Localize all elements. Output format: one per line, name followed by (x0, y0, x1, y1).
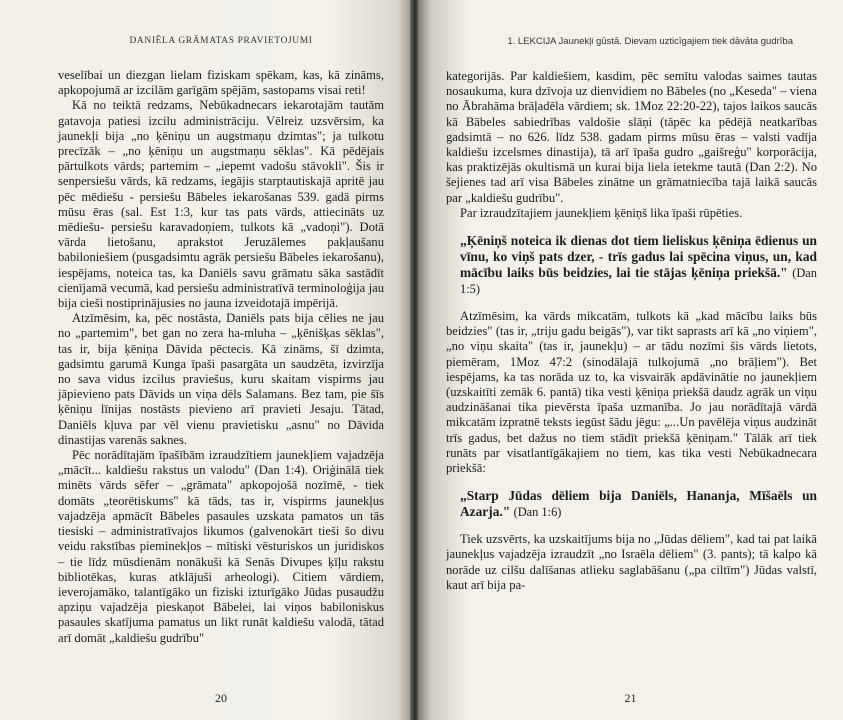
left-paragraph-3: Atzīmēsim, ka, pēc nostāsta, Daniēls pats bija cēlies ne jau no „partemim", bet gan no zera ha-mluha – „ķēnišķas sēklas", tas ir, bija ķēniņa Dāvida pēctecis. Kā zināms, šī dzimta, gadsimtu garumā Kunga īpaši pasargāta un saudzēta, izvirzīja no sava vidus izcilus praviešus, kuru skaitam vispirms jau jāpievieno pats Dāvids un viņa dēls Salamans. Bez tam, pie šīs ķēniņu līnijas nostāsts pievieno arī pravieti Jesaju. Tātad, Daniēls kļuva par vēl vienu pravietisku „asnu" no Dāvida dinastijas varenās saknes. (58, 311, 384, 447)
right-paragraph-2: Par izraudzītajiem jaunekļiem ķēniņš lika īpaši rūpēties. (460, 205, 743, 220)
page-number-right: 21 (624, 691, 637, 705)
quote-reference: (Dan 1:5) (460, 266, 817, 297)
quote-reference: (Dan 1:6) (513, 505, 562, 520)
running-head-right: 1. LEKCIJA Jaunekļi gūstā. Dievam uzticīgajiem tiek dāvāta gudrība (507, 36, 793, 47)
right-paragraph-1: kategorijās. Par kaldiešiem, kasdim, pēc semītu valodas saimes tautas nosaukuma, kura dzīvoja uz dienvidiem no Bābeles (no „Keseda" – viena no Ābrahāma brāļadēla vārdiem; sk. 1Moz 22:20-22), tajos laikos saucās kā Bābeles sabiedrības valdošie slāņi (tāpēc ka pēdējā neatkarības gadsimtā – no 626. līdz 538. gadam pirms mūsu ēras – valsti vadīja kaldiešu izcelsmes dinastija), tā arī īpaša gudro „gaišreģu" korporācija, kas praktizējās okultismā un kurai bija liela ietekme tautā (Dan 2:2). No šejienes tad arī visa Bābeles zinātne un grāmatniecība tajā laikā saucās par „kaldiešu gudrību". (446, 69, 817, 205)
left-page (0, 0, 414, 720)
left-paragraph-4: Pēc norādītajām īpašībām izraudzītiem jaunekļiem vajadzēja „mācīt... kaldiešu rakstus un valodu" (Dan 1:4). Oriģinālā tiek minēts vārds sēfer – „grāmata" apkopojošā nozīmē, - tiek domāts „teorētiskums" kā tāds, tas ir, vispirms jaunekļus vajadzēja apmācīt Bābeles pasaules uzskata pamatos un tās tiesiski – administratīvajos likumos (galvenokārt tieši šo divu veidu rakstības pieminekļos – mītiski vēsturiskos un juridiskos – tie līdz mūsdienām nonākuši kā Senās Divupes ķīļu rakstu bibliotēkas, kuras atklājuši arheologi). Citiem vārdiem, ieverojamāko, talantīgāko un fiziski izturīgāko Jūdas pusaudžu apziņu vajadzēja pieskaņot Bābelei, lai viņos babiloniskus pasaules skatījuma pamatus un likt runāt kaldiešu valodā, tātad arī domāt „kaldiešu gudrību" (58, 448, 384, 645)
left-page-body (58, 68, 384, 646)
right-page (418, 0, 843, 720)
quote-text: „Starp Jūdas dēliem bija Daniēls, Hananja, Mīšaēls un Azarja." (460, 488, 817, 520)
quote-text: „Ķēniņš noteica ik dienas dot tiem lieliskus ķēniņa ēdienus un vīnu, ko viņš pats dzer, - trīs gadus lai spēcina viņus, un, kad mācību laiks būs beidzies, lai tie stājas ķēniņa priekšā." (460, 233, 817, 281)
right-page-body (446, 69, 817, 593)
right-paragraph-4: Tiek uzsvērts, ka uzskaitījums bija no „Jūdas dēliem", kad tai pat laikā jaunekļus vajadzēja izraudzīt „no Israēla dēliem" (3. pants); tā kalpo kā norāde uz cilšu dalīšanas atlieku saglabāšanu („pa ciltīm") Jūdas valstī, kaut arī bija pa- (446, 532, 817, 592)
scripture-quote-dan-1-5 (460, 233, 817, 297)
scripture-quote-dan-1-6 (460, 488, 817, 520)
left-paragraph-1: veselībai un diezgan lielam fiziskam spēkam, kas, kā zināms, apkopojumā ar izcilām garīgām spējām, sastopams visai reti! (58, 68, 384, 98)
left-paragraph-2: Kā no teiktā redzams, Nebūkadnecars iekarotajām tautām gatavoja patiesi izcilu administrāciju. Vēlreiz uzsvērsim, ka jaunekļi bija „no ķēniņu un augstmaņu dzimtas"; ja tulkotu precīzāk – „no ķēniņu un augstmaņu sēklas". Kā pēdējais pārtulkots vārds; partemim – „iepemt vadošu stāvokli". Šis ir senpersiešu vārds, kā redzams, iegājis starptautiskajā apritē jau pēc mēdiešu - persiešu Bābeles iekarošanas 539. gadā pirms mūsu ēras (sal. Est 1:3, kur tas pats vārds, attiecināts uz mēdiešu- persiešu karavadoņiem, tulkots kā „vadoņi"). Dotā vārda lietošanu, aprakstot Jeruzālemes pakļaušanu babiloniešiem (pusgadsimtu agrāk persiešu Bābeles iekarošanu), iespējams, noteica tas, ka Daniēls savu grāmatu sāka sastādīt cienījamā vecumā, kad persiešu administratīvā terminoloģija jau bija cieši nostiprinājusies no jauna izveidotajā impērijā. (58, 98, 384, 311)
right-paragraph-3: Atzīmēsim, ka vārds mikcatām, tulkots kā „kad mācību laiks būs beidzies" (tas ir, „triju gadu beigās"), var tikt saprasts arī kā „no viņiem", „no viņu skaita" (tas ir, jaunekļu) – ar tādu nozīmi šis vārds lietots, piemēram, 1Moz 47:2 (sinodālajā tulkojumā „no brāļiem"). Bet iespējams, ka tas norāda uz to, ka visvairāk apdāvinātie no jaunekļiem (uzskaitīti zemāk 6. pantā) tika vesti ķēniņa priekšā daudz agrāk un viņu audzināšanai tika pievērsta īpaša uzmanība. Jo jau norādītajā vārdā mikcatām izpratnē teksts iegūst šādu jēgu: „...Un pavēlēja viņus audzināt trīs gadus, bet dažus no tiem stādīt priekšā ķēniņam." Tālāk arī tiek runāts par visatlantīgākajiem no tiem, kas tika vesti Nebūkadnecara priekšā: (446, 309, 817, 476)
running-head-left: DANIĒLA GRĀMATAS PRAVIETOJUMI (129, 36, 313, 46)
page-number-left: 20 (215, 691, 227, 705)
